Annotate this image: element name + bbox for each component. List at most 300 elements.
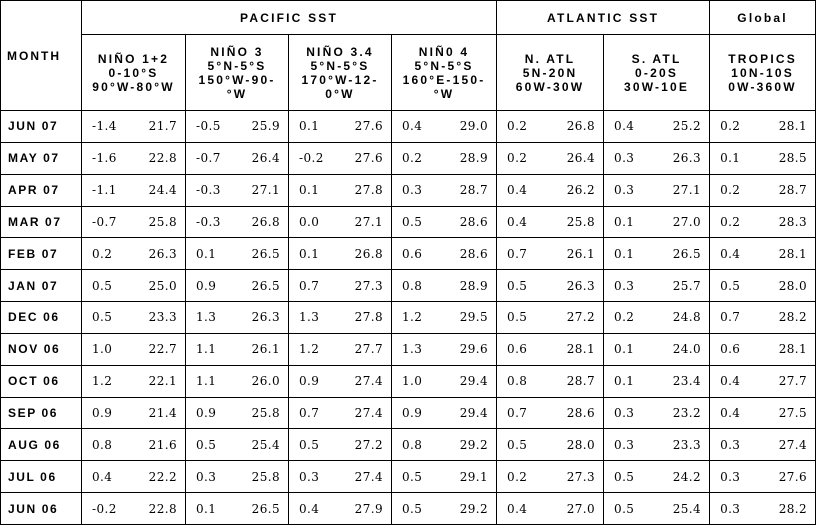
table-row [1,461,816,493]
anomaly-value: 0.3 [299,469,320,484]
sst-value: 28.6 [459,246,489,261]
region-header-line: 0W-360W [728,79,797,94]
anomaly-value: -1.6 [92,151,117,166]
sst-cell-tropics [710,302,816,334]
sst-value: 28.1 [778,119,808,134]
sst-cell-n-atl [497,493,604,525]
sst-value: 26.0 [251,374,280,389]
anomaly-value: 0.3 [614,437,635,452]
sst-cell-s-atl [604,174,710,206]
anomaly-value: 0.1 [196,501,217,516]
sst-value: 28.6 [459,214,489,229]
sst-value: 27.4 [354,406,383,421]
sst-value: 29.0 [459,119,489,134]
sst-cell-tropics [710,270,816,302]
sst-cell-nino-4 [392,174,497,206]
anomaly-value: 1.3 [299,310,320,325]
sst-cell-nino-3 [186,493,289,525]
sst-value: 27.9 [354,501,383,516]
sst-cell-nino-3 [186,302,289,334]
sst-cell-nino-34 [289,174,392,206]
sst-cell-n-atl [497,365,604,397]
region-header-line: TROPICS [728,51,797,66]
sst-value: 29.4 [459,406,489,421]
anomaly-value: 0.5 [402,214,423,229]
sst-value: 24.4 [148,183,177,198]
sst-value: 29.5 [459,310,489,325]
month-cell: SEP 06 [1,397,82,429]
sst-value: 26.5 [672,246,702,261]
anomaly-value: -1.1 [92,183,117,198]
region-header-nino-4 [392,35,497,111]
sst-cell-nino-4 [392,333,497,365]
sst-cell-n-atl [497,397,604,429]
sst-cell-s-atl [604,142,710,174]
month-column-header: MONTH [1,1,82,111]
sst-value: 28.7 [566,374,596,389]
sst-cell-nino-34 [289,111,392,143]
sst-cell-nino-3 [186,270,289,302]
sst-value: 27.1 [251,183,280,198]
sst-value: 26.5 [251,278,280,293]
sst-value: 26.8 [251,214,280,229]
sst-value: 28.2 [778,310,808,325]
sst-cell-nino-12 [82,365,186,397]
region-header-line: 150°W-90- [198,72,276,87]
sst-cell-nino-3 [186,333,289,365]
sst-value: 28.6 [566,406,596,421]
region-header-line: 10N-10S [731,65,794,80]
sst-cell-nino-34 [289,365,392,397]
sst-value: 27.6 [778,469,808,484]
sst-value: 28.7 [778,183,808,198]
sst-value: 26.5 [251,501,280,516]
anomaly-value: 0.1 [299,246,320,261]
anomaly-value: 0.9 [92,406,113,421]
anomaly-value: 0.7 [507,246,528,261]
sst-cell-nino-4 [392,302,497,334]
sst-value: 22.2 [148,469,177,484]
sst-cell-n-atl [497,206,604,238]
sst-value: 28.1 [778,342,808,357]
region-header-line: 5°N-5°S [310,58,370,73]
anomaly-value: 1.2 [92,374,113,389]
sst-value: 24.2 [672,469,702,484]
region-header-line: 5°N-5°S [207,58,267,73]
sst-cell-tropics [710,111,816,143]
sst-cell-tropics [710,333,816,365]
table-row [1,493,816,525]
sst-cell-nino-34 [289,397,392,429]
sst-cell-nino-3 [186,397,289,429]
sst-cell-s-atl [604,111,710,143]
month-cell: JUN 07 [1,111,82,143]
anomaly-value: 0.2 [720,119,741,134]
anomaly-value: 0.1 [614,374,635,389]
anomaly-value: 0.5 [614,469,635,484]
sst-cell-nino-12 [82,206,186,238]
region-header-line: 90°W-80°W [92,79,175,94]
anomaly-value: 0.5 [507,310,528,325]
sst-cell-n-atl [497,111,604,143]
sst-value: 25.4 [251,437,280,452]
pacific-sst-header: PACIFIC SST [82,1,497,35]
sst-value: 21.6 [148,437,177,452]
anomaly-value: 0.5 [92,278,113,293]
sst-value: 27.6 [354,119,383,134]
sst-value: 26.1 [566,246,596,261]
region-header-row [1,35,816,111]
sst-cell-tropics [710,365,816,397]
sst-value: 25.0 [148,278,177,293]
sst-value: 28.9 [459,278,489,293]
anomaly-value: 0.4 [720,374,741,389]
anomaly-value: 0.5 [196,437,217,452]
sst-cell-n-atl [497,429,604,461]
sst-value: 25.8 [251,406,280,421]
sst-value: 28.9 [459,151,489,166]
month-cell: DEC 06 [1,302,82,334]
sst-value: 28.0 [778,278,808,293]
anomaly-value: 0.1 [196,246,217,261]
region-header-line: 60W-30W [515,79,585,94]
anomaly-value: 0.4 [614,119,635,134]
month-cell: APR 07 [1,174,82,206]
sst-cell-s-atl [604,429,710,461]
anomaly-value: 0.3 [196,469,217,484]
anomaly-value: 0.3 [720,437,741,452]
anomaly-value: 0.4 [92,469,113,484]
anomaly-value: 0.9 [196,278,217,293]
sst-value: 29.2 [459,501,489,516]
sst-cell-tropics [710,397,816,429]
sst-cell-s-atl [604,365,710,397]
sst-cell-tropics [710,206,816,238]
sst-cell-nino-3 [186,238,289,270]
anomaly-value: 0.3 [614,151,635,166]
table-row [1,174,816,206]
sst-cell-nino-34 [289,206,392,238]
sst-cell-nino-12 [82,174,186,206]
sst-value: 21.7 [148,119,177,134]
anomaly-value: 0.4 [507,501,528,516]
sst-value: 27.7 [354,342,383,357]
region-header-line: NIÑO 3 [210,44,264,59]
sst-value: 29.2 [459,437,489,452]
anomaly-value: -0.7 [92,214,117,229]
anomaly-value: -0.5 [196,119,221,134]
anomaly-value: 1.3 [196,310,217,325]
sst-value: 21.4 [148,406,177,421]
sst-value: 28.1 [566,342,596,357]
anomaly-value: 0.1 [299,183,320,198]
sst-value: 25.4 [672,501,702,516]
sst-cell-n-atl [497,238,604,270]
sst-cell-s-atl [604,397,710,429]
sst-value: 23.3 [672,437,702,452]
sst-cell-nino-12 [82,270,186,302]
sst-value: 27.1 [672,183,702,198]
sst-value: 27.1 [354,214,383,229]
sst-cell-n-atl [497,270,604,302]
sst-value: 25.8 [251,469,280,484]
sst-value: 28.7 [459,183,489,198]
region-header-line: 170°W-12- [301,72,379,87]
sst-value: 22.8 [148,151,177,166]
anomaly-value: 0.6 [402,246,423,261]
region-header-tropics [710,35,816,111]
anomaly-value: -0.3 [196,214,221,229]
sst-cell-nino-34 [289,461,392,493]
anomaly-value: 0.2 [720,214,741,229]
sst-value: 22.1 [148,374,177,389]
sst-cell-s-atl [604,206,710,238]
sst-value: 27.8 [354,183,383,198]
sst-cell-n-atl [497,333,604,365]
sst-cell-nino-3 [186,111,289,143]
group-header-row [1,1,816,35]
region-header-s-atl [604,35,710,111]
sst-value: 27.2 [566,310,596,325]
sst-value: 26.8 [566,119,596,134]
sst-cell-nino-34 [289,238,392,270]
sst-value: 27.2 [354,437,383,452]
sst-value: 29.6 [459,342,489,357]
sst-cell-nino-4 [392,111,497,143]
anomaly-value: 0.5 [614,501,635,516]
anomaly-value: 0.7 [299,406,320,421]
region-header-nino-12 [82,35,186,111]
anomaly-value: 1.1 [196,342,217,357]
sst-value: 27.0 [566,501,596,516]
sst-value: 27.8 [354,310,383,325]
sst-cell-tropics [710,174,816,206]
sst-cell-nino-3 [186,174,289,206]
anomaly-value: 1.0 [92,342,113,357]
anomaly-value: 0.8 [402,278,423,293]
sst-cell-n-atl [497,302,604,334]
sst-value: 25.7 [672,278,702,293]
sst-cell-nino-4 [392,429,497,461]
region-header-line: 5N-20N [522,65,578,80]
sst-cell-nino-34 [289,333,392,365]
sst-value: 27.4 [778,437,808,452]
anomaly-value: 0.7 [720,310,741,325]
anomaly-value: 0.2 [507,119,528,134]
sst-cell-s-atl [604,333,710,365]
table-row [1,206,816,238]
sst-cell-tropics [710,238,816,270]
sst-cell-nino-3 [186,206,289,238]
anomaly-value: 0.7 [299,278,320,293]
sst-value: 26.4 [251,151,280,166]
sst-cell-n-atl [497,142,604,174]
sst-cell-nino-3 [186,429,289,461]
anomaly-value: 0.5 [402,469,423,484]
anomaly-value: 0.3 [614,183,635,198]
region-header-line: NIÑ0 4 [418,44,470,59]
region-header-line: NIÑO 3.4 [306,44,374,59]
month-cell: AUG 06 [1,429,82,461]
sst-value: 26.3 [251,310,280,325]
anomaly-value: 0.1 [614,246,635,261]
region-header-line: NIÑO 1+2 [97,51,170,66]
anomaly-value: 0.8 [402,437,423,452]
anomaly-value: 0.5 [92,310,113,325]
table-row [1,333,816,365]
anomaly-value: 0.9 [196,406,217,421]
sst-cell-n-atl [497,174,604,206]
anomaly-value: 0.1 [614,342,635,357]
sst-value: 27.6 [354,151,383,166]
anomaly-value: 0.9 [299,374,320,389]
anomaly-value: 0.2 [507,469,528,484]
sst-value: 27.4 [354,469,383,484]
sst-cell-s-atl [604,270,710,302]
anomaly-value: 0.4 [720,246,741,261]
sst-value: 27.0 [672,214,702,229]
anomaly-value: -0.2 [92,501,117,516]
month-cell: JAN 07 [1,270,82,302]
anomaly-value: 1.1 [196,374,217,389]
table-row [1,142,816,174]
sst-value: 28.3 [778,214,808,229]
sst-value: 27.5 [778,406,808,421]
anomaly-value: 0.1 [299,119,320,134]
month-cell: OCT 06 [1,365,82,397]
sst-cell-nino-4 [392,397,497,429]
table-row [1,238,816,270]
sst-value: 22.7 [148,342,177,357]
sst-value: 26.3 [566,278,596,293]
sst-value: 25.8 [148,214,177,229]
anomaly-value: 0.3 [402,183,423,198]
anomaly-value: 0.5 [507,437,528,452]
sst-cell-tropics [710,461,816,493]
table-body [1,111,816,525]
table-row [1,397,816,429]
sst-value: 27.3 [354,278,383,293]
month-cell: JUL 06 [1,461,82,493]
sst-cell-nino-3 [186,142,289,174]
sst-value: 26.3 [148,246,177,261]
anomaly-value: 1.2 [299,342,320,357]
anomaly-value: 0.5 [507,278,528,293]
sst-value: 26.1 [251,342,280,357]
region-header-n-atl [497,35,604,111]
sst-value: 26.8 [354,246,383,261]
sst-value: 28.0 [566,437,596,452]
sst-value: 27.3 [566,469,596,484]
sst-value: 26.4 [566,151,596,166]
anomaly-value: 0.3 [614,278,635,293]
sst-cell-s-atl [604,461,710,493]
anomaly-value: 0.0 [299,214,320,229]
sst-value: 29.4 [459,374,489,389]
month-cell: FEB 07 [1,238,82,270]
anomaly-value: 0.4 [507,214,528,229]
sst-cell-nino-12 [82,461,186,493]
region-header-nino-34 [289,35,392,111]
table-row [1,302,816,334]
region-header-nino-3 [186,35,289,111]
sst-cell-tropics [710,493,816,525]
anomaly-value: 0.2 [402,151,423,166]
anomaly-value: 0.2 [720,183,741,198]
anomaly-value: 0.4 [402,119,423,134]
sst-value: 27.4 [354,374,383,389]
sst-cell-nino-4 [392,206,497,238]
sst-cell-s-atl [604,238,710,270]
region-header-line: 0-10°S [108,65,159,80]
anomaly-value: 1.2 [402,310,423,325]
sst-cell-tropics [710,142,816,174]
atlantic-sst-header: ATLANTIC SST [497,1,710,35]
region-header-line: N. ATL [524,51,576,66]
sst-cell-nino-12 [82,333,186,365]
anomaly-value: -1.4 [92,119,117,134]
region-header-line: °W [226,86,248,101]
anomaly-value: 1.0 [402,374,423,389]
sst-cell-nino-34 [289,142,392,174]
anomaly-value: 0.2 [614,310,635,325]
anomaly-value: 0.6 [507,342,528,357]
sst-cell-s-atl [604,493,710,525]
sst-cell-nino-4 [392,142,497,174]
sst-value: 28.1 [778,246,808,261]
anomaly-value: 0.4 [507,183,528,198]
sst-cell-tropics [710,429,816,461]
anomaly-value: -0.7 [196,151,221,166]
sst-value: 24.0 [672,342,702,357]
sst-value: 25.2 [672,119,702,134]
sst-cell-nino-12 [82,238,186,270]
sst-value: 28.5 [778,151,808,166]
sst-value: 23.2 [672,406,702,421]
sst-cell-nino-34 [289,493,392,525]
anomaly-value: -0.2 [299,151,324,166]
sst-cell-nino-34 [289,302,392,334]
sst-cell-nino-3 [186,365,289,397]
sst-value: 29.1 [459,469,489,484]
sst-cell-nino-4 [392,238,497,270]
table-row [1,429,816,461]
month-cell: NOV 06 [1,333,82,365]
sst-cell-n-atl [497,461,604,493]
sst-cell-nino-12 [82,302,186,334]
sst-value: 23.3 [148,310,177,325]
global-header: Global [710,1,816,35]
anomaly-value: 0.6 [720,342,741,357]
anomaly-value: 0.7 [507,406,528,421]
anomaly-value: 1.3 [402,342,423,357]
month-cell: MAY 07 [1,142,82,174]
anomaly-value: 0.2 [92,246,113,261]
sst-cell-nino-12 [82,397,186,429]
sst-value: 26.3 [672,151,702,166]
month-cell: JUN 06 [1,493,82,525]
anomaly-value: 0.1 [614,214,635,229]
table-row [1,111,816,143]
sst-cell-nino-4 [392,270,497,302]
sst-cell-s-atl [604,302,710,334]
sst-value: 24.8 [672,310,702,325]
sst-cell-nino-4 [392,365,497,397]
table-row [1,365,816,397]
anomaly-value: 0.5 [720,278,741,293]
anomaly-value: 0.5 [402,501,423,516]
sst-value: 26.5 [251,246,280,261]
